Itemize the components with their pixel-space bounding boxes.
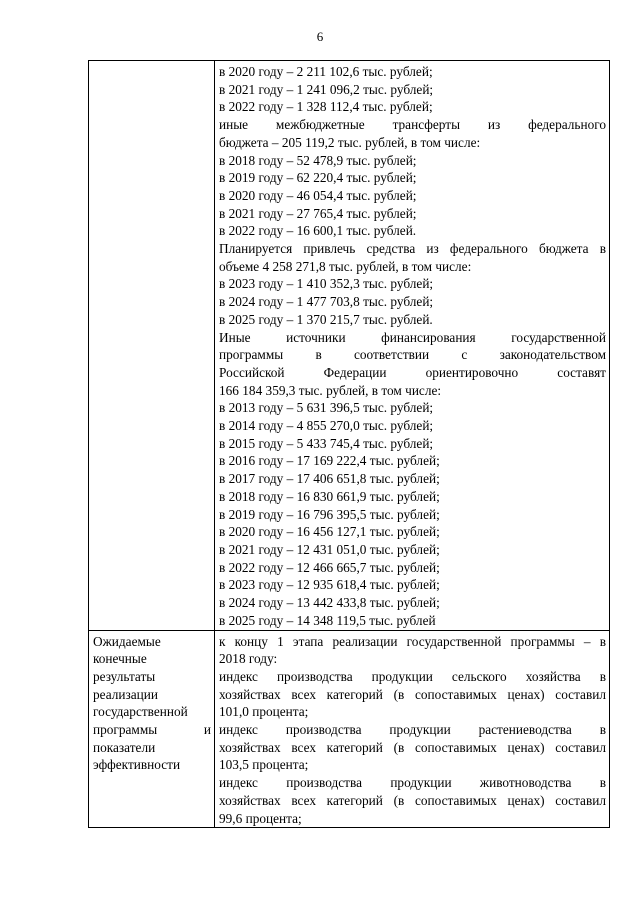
content-line: 2018 году: [219,651,278,667]
content-line: в 2018 году – 52 478,9 тыс. рублей; [219,152,417,168]
label-line: Ожидаемые [93,633,161,649]
content-line: программы в соответствии с законодательством [219,347,606,363]
content-line: в 2019 году – 62 220,4 тыс. рублей; [219,170,417,186]
page-number: 6 [316,29,324,44]
content-line: индекс производства продукции растениеводства в [219,722,606,738]
content-line: к концу 1 этапа реализации государственной программы – в [219,633,606,649]
content-line: Планируется привлечь средства из федерального бюджета в [219,241,606,257]
label-cell [89,61,215,631]
content-line: объеме 4 258 271,8 тыс. рублей, в том числе: [219,258,472,274]
table-body [89,61,610,828]
content-line: индекс производства продукции сельского хозяйства в [219,668,606,684]
content-line: в 2021 году – 1 241 096,2 тыс. рублей; [219,81,434,97]
content-line: 99,6 процента; [219,810,302,826]
content-line: в 2024 году – 13 442 433,8 тыс. рублей; [219,595,440,611]
label-line: реализации [93,686,158,702]
content-line: Иные источники финансирования государственной [219,329,606,345]
label-line: программы и [93,722,211,738]
content-line: в 2025 году – 1 370 215,7 тыс. рублей. [219,311,433,327]
content-line: бюджета – 205 119,2 тыс. рублей, в том числе: [219,134,481,150]
content-line: в 2020 году – 46 054,4 тыс. рублей; [219,187,417,203]
label-line: эффективности [93,757,181,773]
content-line: в 2022 году – 12 466 665,7 тыс. рублей; [219,559,440,575]
content-line: Российской Федерации ориентировочно составят [219,364,606,380]
content-line: 101,0 процента; [219,704,309,720]
content-line: в 2025 году – 14 348 119,5 тыс. рублей [219,612,436,628]
content-line: хозяйствах всех категорий (в сопоставимых ценах) составил [219,686,606,702]
content-line: в 2023 году – 12 935 618,4 тыс. рублей; [219,577,440,593]
content-line: в 2019 году – 16 796 395,5 тыс. рублей; [219,506,440,522]
content-line: в 2016 году – 17 169 222,4 тыс. рублей; [219,453,440,469]
table-row [89,630,610,828]
content-line: в 2022 году – 1 328 112,4 тыс. рублей; [219,99,433,115]
content-line: хозяйствах всех категорий (в сопоставимых ценах) составил [219,792,606,808]
program-passport-table [88,60,610,828]
content-line: в 2014 году – 4 855 270,0 тыс. рублей; [219,418,434,434]
content-cell [215,630,610,828]
content-line: в 2020 году – 16 456 127,1 тыс. рублей; [219,524,440,540]
content-line: в 2020 году – 2 211 102,6 тыс. рублей; [219,64,433,79]
content-cell [215,61,610,631]
content-line: хозяйствах всех категорий (в сопоставимых ценах) составил [219,739,606,755]
label-line: результаты [93,668,156,684]
content-line: иные межбюджетные трансферты из федерального [219,117,606,133]
content-line: индекс производства продукции животноводства в [219,775,606,791]
content-line: в 2013 году – 5 631 396,5 тыс. рублей; [219,400,434,416]
label-line: показатели [93,739,156,755]
content-line: в 2021 году – 27 765,4 тыс. рублей; [219,205,417,221]
content-line: в 2021 году – 12 431 051,0 тыс. рублей; [219,541,440,557]
content-line: в 2024 году – 1 477 703,8 тыс. рублей; [219,294,434,310]
label-cell [89,630,215,828]
content-line: в 2018 году – 16 830 661,9 тыс. рублей; [219,488,440,504]
label-line: государственной [93,704,188,720]
content-line: 103,5 процента; [219,757,309,773]
content-line: в 2023 году – 1 410 352,3 тыс. рублей; [219,276,434,292]
content-line: в 2022 году – 16 600,1 тыс. рублей. [219,223,417,239]
content-line: 166 184 359,3 тыс. рублей, в том числе: [219,382,442,398]
content-line: в 2017 году – 17 406 651,8 тыс. рублей; [219,471,440,487]
content-line: в 2015 году – 5 433 745,4 тыс. рублей; [219,435,434,451]
table-row [89,61,610,631]
label-line: конечные [93,651,147,667]
